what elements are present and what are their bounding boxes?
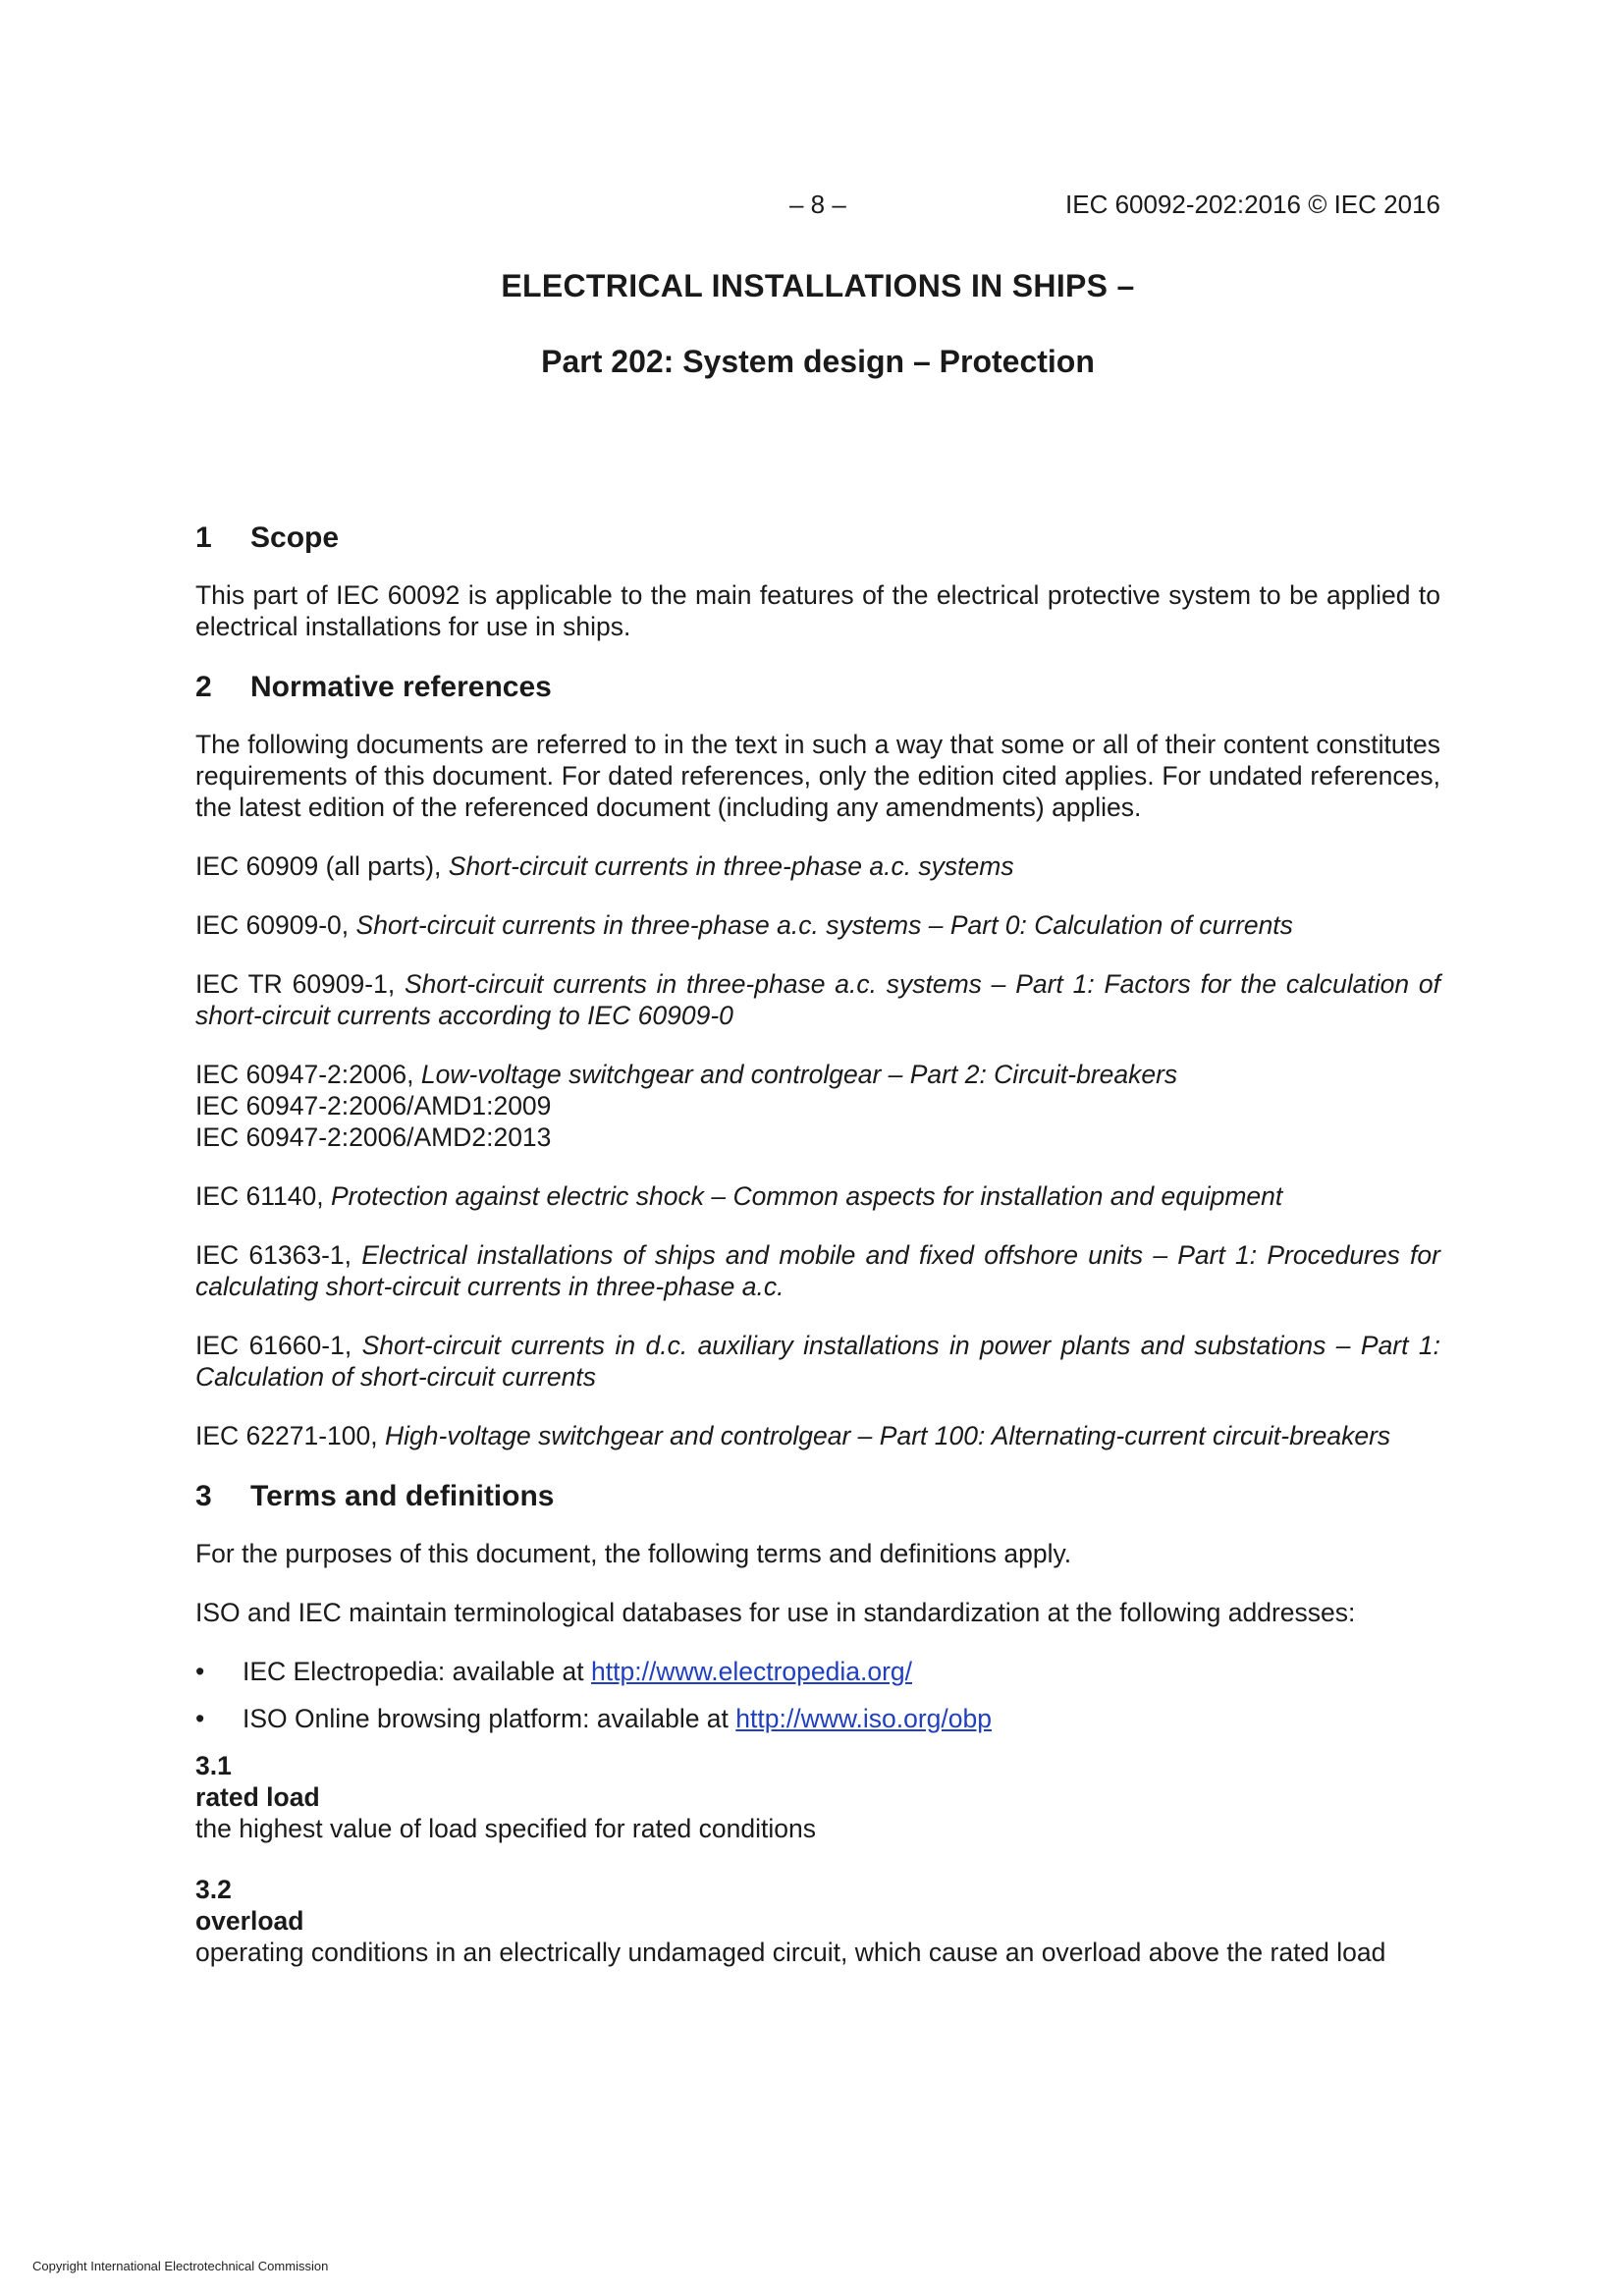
reference-item: [195, 1330, 1440, 1393]
section-number: 3: [195, 1480, 212, 1512]
reference-title: High-voltage switchgear and controlgear – Part 100: Alternating-current circuit-breakers: [385, 1421, 1391, 1450]
body-text: [195, 520, 1440, 1997]
list-item-text: ISO Online browsing platform: available at: [243, 1704, 736, 1733]
term-entry: [195, 1874, 1440, 1968]
list-item: [195, 1703, 1440, 1734]
document-title: ELECTRICAL INSTALLATIONS IN SHIPS –: [501, 268, 1135, 303]
reference-item: [195, 1239, 1440, 1302]
reference-item: [195, 850, 1440, 882]
references-intro: The following documents are referred to in the text in such a way that some or all of their content constitutes requirements of this document. For dated references, only the edition cited applies. For undated references, the latest edition of the referenced document (including any amendments) applies.: [195, 730, 1440, 822]
reference-group: [195, 1059, 1440, 1153]
reference-title: Electrical installations of ships and mobile and fixed offshore units – Part 1: Procedures for calculating short-circuit currents in three-phase a.c.: [195, 1240, 1440, 1301]
section-number: 2: [195, 671, 212, 703]
section-title: Scope: [250, 521, 340, 554]
term-name: rated load: [195, 1782, 320, 1812]
section-2-heading: [195, 670, 1440, 705]
reference-code: IEC TR 60909-1,: [195, 969, 405, 999]
reference-item: [195, 1420, 1440, 1451]
section-number: 1: [195, 521, 212, 554]
bullet-icon: •: [195, 1704, 205, 1733]
term-definition: the highest value of load specified for rated conditions: [195, 1814, 816, 1843]
iso-obp-link[interactable]: http://www.iso.org/obp: [735, 1704, 992, 1733]
term-number: 3.1: [195, 1751, 232, 1780]
terms-databases: ISO and IEC maintain terminological databases for use in standardization at the following addresses:: [195, 1598, 1356, 1627]
reference-code: IEC 60909-0,: [195, 910, 356, 940]
section-title: Normative references: [250, 671, 552, 703]
reference-title: Short-circuit currents in three-phase a.c. systems – Part 1: Factors for the calculation of short-circuit currents according to IEC 60909-0: [195, 969, 1440, 1030]
reference-item: [195, 1180, 1440, 1212]
reference-item: [195, 1059, 1440, 1090]
section-1-heading: [195, 520, 1440, 556]
page-header: [195, 190, 1440, 225]
section-title: Terms and definitions: [250, 1480, 555, 1512]
electropedia-link[interactable]: http://www.electropedia.org/: [591, 1657, 913, 1686]
reference-code: IEC 60909 (all parts),: [195, 851, 449, 881]
reference-code: IEC 61660-1,: [195, 1331, 362, 1360]
section-3-heading: [195, 1479, 1440, 1514]
document-subtitle: Part 202: System design – Protection: [541, 344, 1095, 379]
document-reference: IEC 60092-202:2016 © IEC 2016: [1065, 190, 1440, 219]
reference-code: IEC 61140,: [195, 1181, 331, 1211]
database-list: [195, 1656, 1440, 1734]
reference-title: Low-voltage switchgear and controlgear – Part 2: Circuit-breakers: [420, 1060, 1178, 1089]
list-item: [195, 1656, 1440, 1687]
list-item-text: IEC Electropedia: available at: [243, 1657, 592, 1686]
reference-item: [195, 968, 1440, 1031]
reference-amendment-2: IEC 60947-2:2006/AMD2:2013: [195, 1122, 552, 1152]
reference-code: IEC 61363-1,: [195, 1240, 362, 1270]
reference-title: Short-circuit currents in d.c. auxiliary installations in power plants and substations – Part 1: Calculation of short-circuit currents: [195, 1331, 1440, 1392]
reference-item: [195, 909, 1440, 941]
scope-paragraph: This part of IEC 60092 is applicable to the main features of the electrical protective system to be applied to electrical installations for use in ships.: [195, 580, 1440, 641]
reference-title: Protection against electric shock – Common aspects for installation and equipment: [331, 1181, 1283, 1211]
reference-code: IEC 60947-2:2006,: [195, 1060, 421, 1089]
term-entry: [195, 1750, 1440, 1844]
term-name: overload: [195, 1906, 304, 1936]
reference-amendment-1: IEC 60947-2:2006/AMD1:2009: [195, 1091, 552, 1121]
terms-intro: For the purposes of this document, the following terms and definitions apply.: [195, 1539, 1072, 1568]
copyright-footer: Copyright International Electrotechnical Commission: [32, 2259, 329, 2273]
page-number: – 8 –: [789, 190, 846, 219]
reference-code: IEC 62271-100,: [195, 1421, 385, 1450]
term-definition: operating conditions in an electrically undamaged circuit, which cause an overload above the rated load: [195, 1938, 1386, 1967]
reference-title: Short-circuit currents in three-phase a.c. systems – Part 0: Calculation of currents: [355, 910, 1293, 940]
term-number: 3.2: [195, 1875, 232, 1904]
reference-title: Short-circuit currents in three-phase a.c. systems: [448, 851, 1014, 881]
bullet-icon: •: [195, 1657, 205, 1686]
